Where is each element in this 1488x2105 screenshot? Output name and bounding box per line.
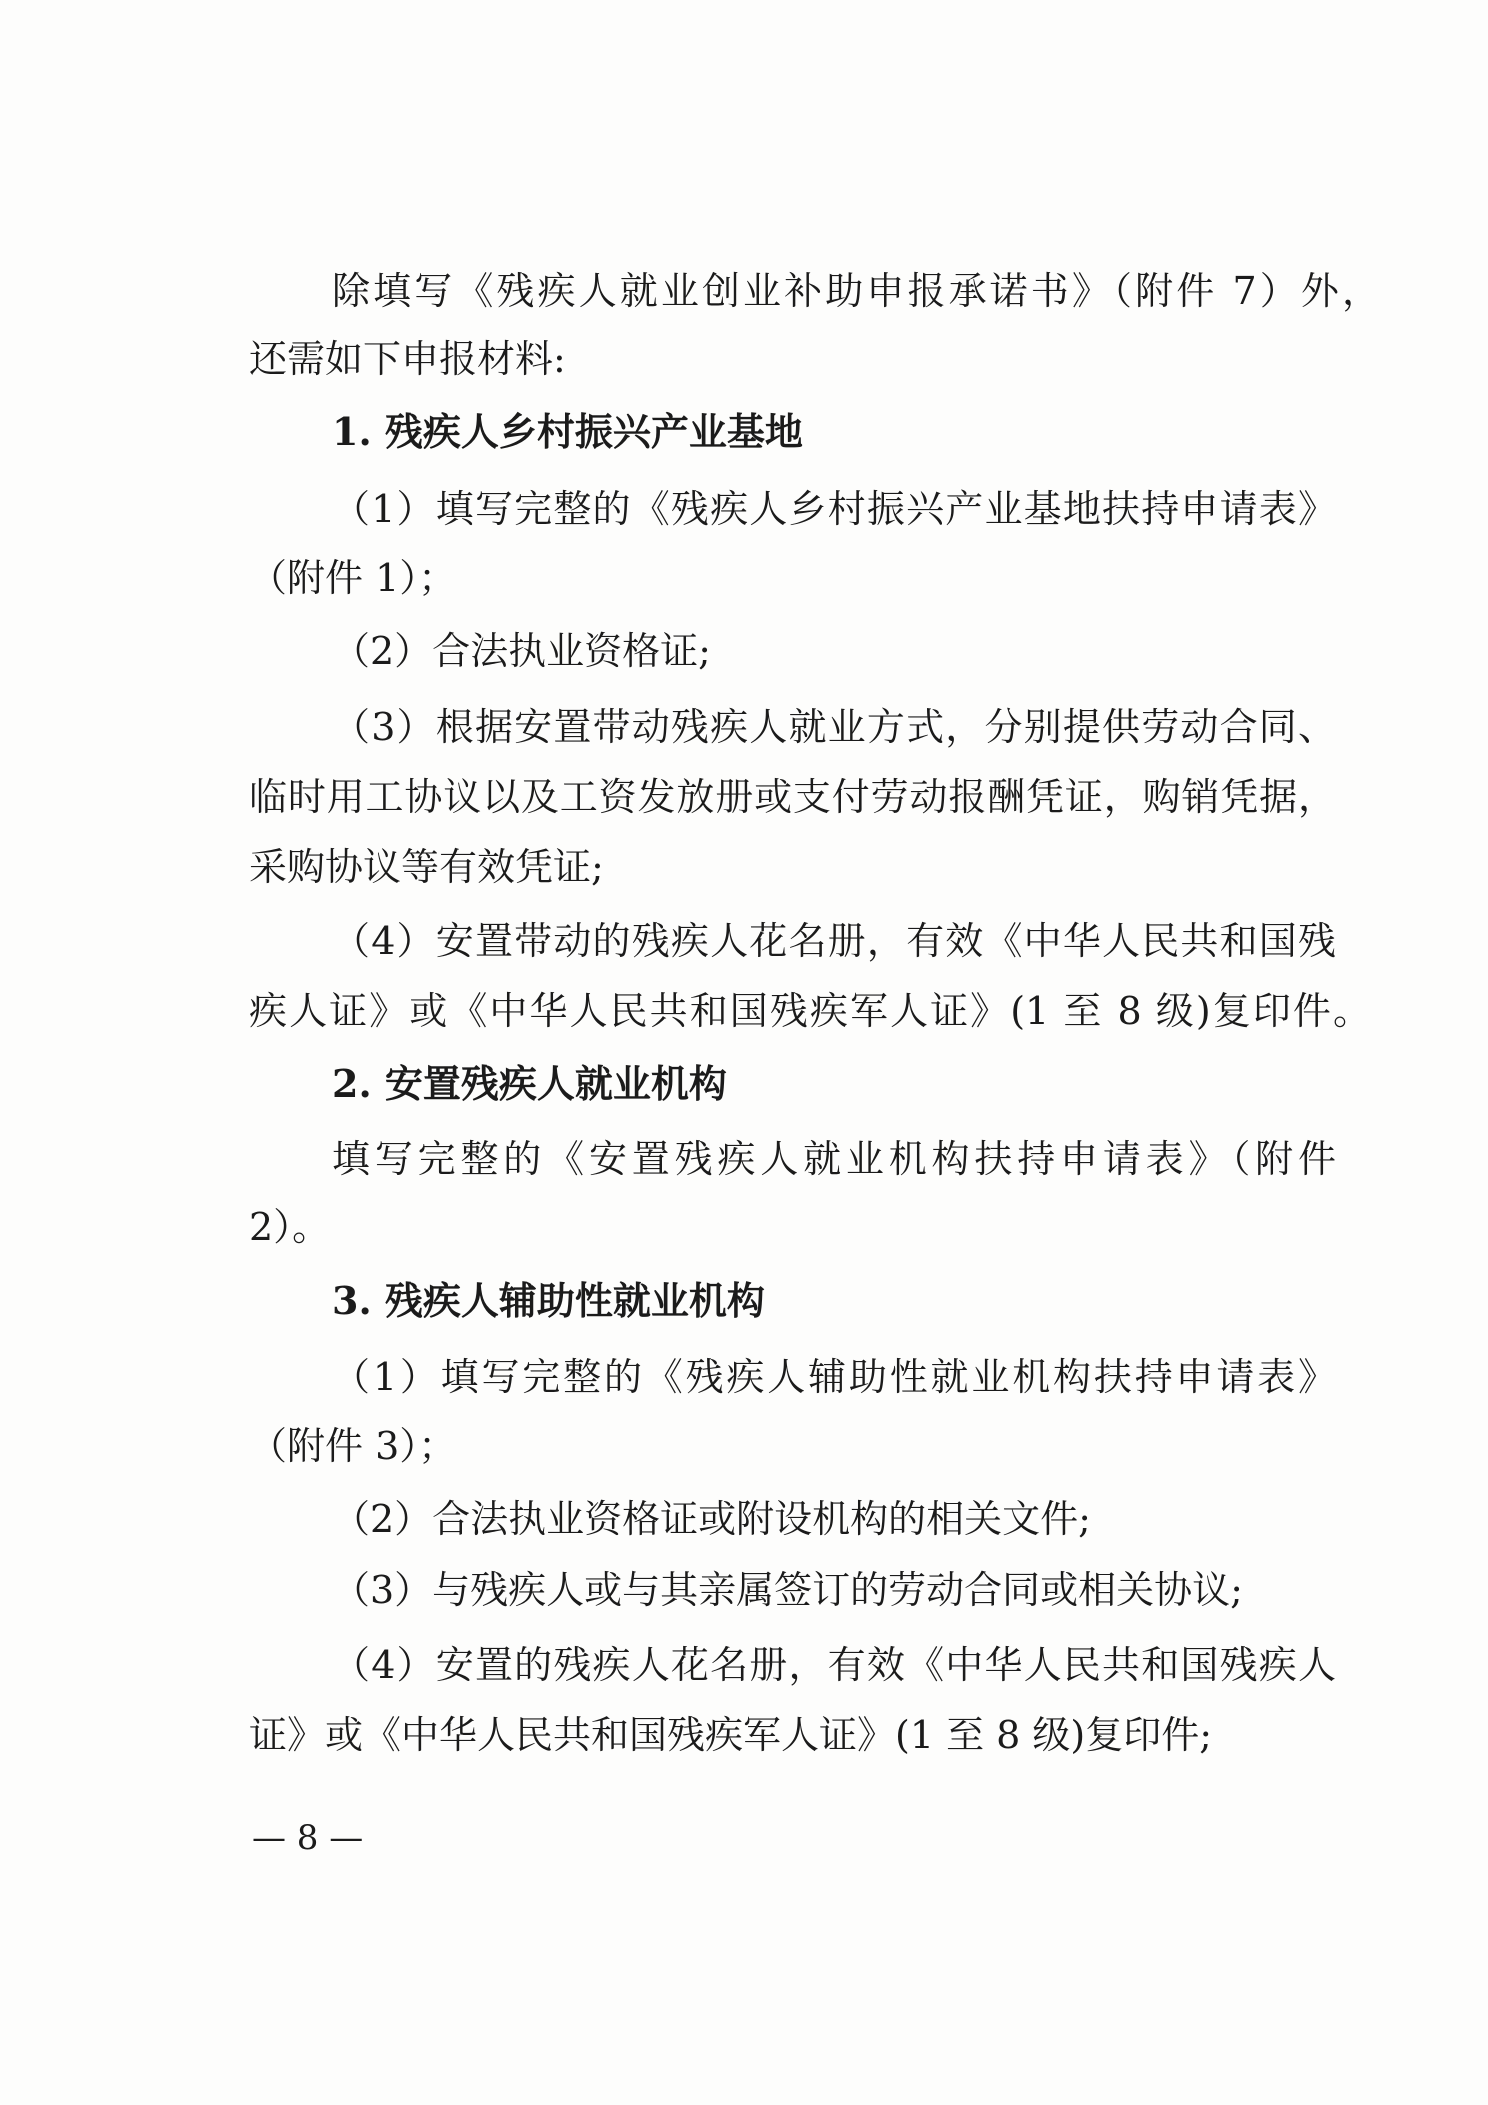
s1-item-1-line-2: （附件 1）；: [249, 556, 457, 600]
s3-item-4-line-1: （4）安置的残疾人花名册，有效《中华人民共和国残疾人: [332, 1643, 1336, 1687]
page-number: — 8 —: [252, 1818, 364, 1858]
section-3-heading: 3. 残疾人辅助性就业机构: [332, 1278, 765, 1323]
s3-item-1-line-1: （1）填写完整的《残疾人辅助性就业机构扶持申请表》: [332, 1355, 1336, 1399]
s2-paragraph-line-1: 填写完整的《安置残疾人就业机构扶持申请表》（附件: [332, 1137, 1336, 1181]
s3-item-1-line-2: （附件 3）；: [249, 1424, 457, 1468]
intro-line-2: 还需如下申报材料:: [249, 337, 566, 381]
s1-item-4-line-2: 疾人证》或《中华人民共和国残疾军人证》(1 至 8 级)复印件。: [249, 989, 1371, 1033]
s1-item-4-line-1: （4）安置带动的残疾人花名册，有效《中华人民共和国残: [332, 919, 1336, 963]
s3-item-3: （3）与残疾人或与其亲属签订的劳动合同或相关协议;: [332, 1568, 1243, 1612]
s1-item-3-line-2: 临时用工协议以及工资发放册或支付劳动报酬凭证，购销凭据，: [249, 775, 1336, 819]
intro-line-1: 除填写《残疾人就业创业补助申报承诺书》（附件 7）外，: [332, 269, 1380, 313]
s2-paragraph-line-2: 2）。: [249, 1205, 331, 1249]
section-2-heading: 2. 安置残疾人就业机构: [332, 1061, 727, 1106]
s1-item-3-line-3: 采购协议等有效凭证;: [249, 845, 604, 889]
s3-item-4-line-2: 证》或《中华人民共和国残疾军人证》(1 至 8 级)复印件;: [249, 1713, 1213, 1757]
s1-item-3-line-1: （3）根据安置带动残疾人就业方式，分别提供劳动合同、: [332, 705, 1336, 749]
s1-item-2: （2）合法执业资格证;: [332, 629, 711, 673]
s1-item-1-line-1: （1）填写完整的《残疾人乡村振兴产业基地扶持申请表》: [332, 487, 1336, 531]
section-1-heading: 1. 残疾人乡村振兴产业基地: [332, 409, 803, 454]
s3-item-2: （2）合法执业资格证或附设机构的相关文件;: [332, 1497, 1091, 1541]
